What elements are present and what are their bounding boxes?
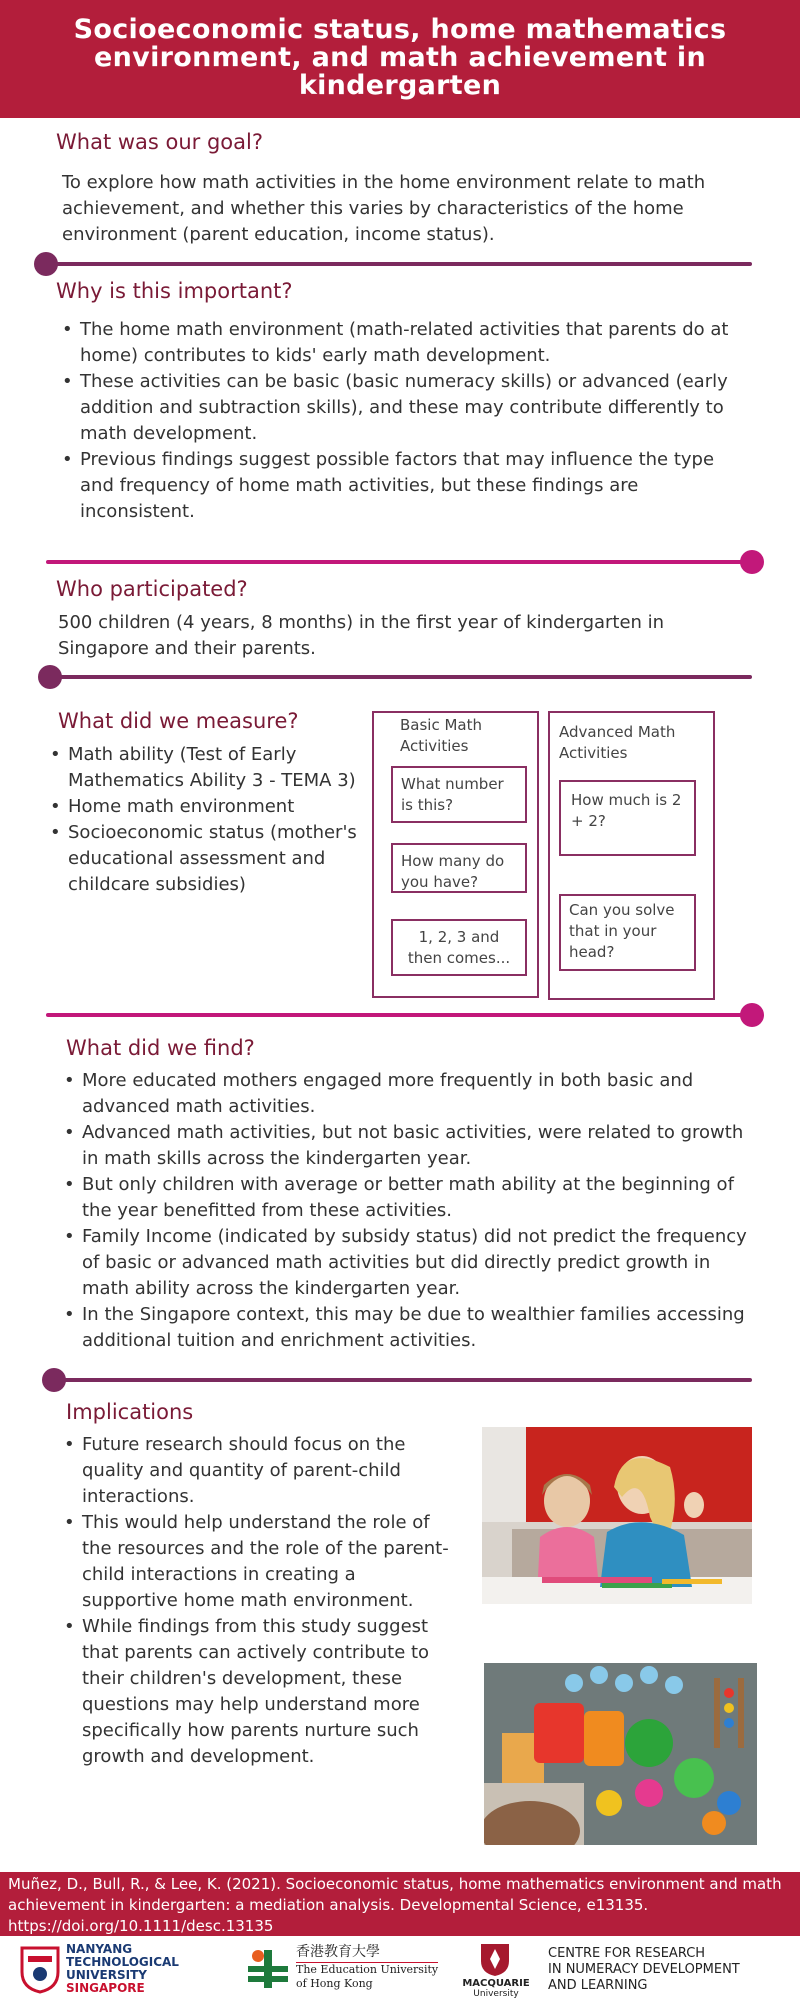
find-heading: What did we find? [66,1036,255,1060]
section-divider [54,1378,752,1382]
list-item: • Socioeconomic status (mother's educational assessment and childcare subsidies) [46,820,364,898]
section-divider [46,1013,752,1017]
basic-question: What number is this? [391,766,527,823]
find-list [60,1068,750,1354]
goal-heading: What was our goal? [56,130,264,154]
advanced-activities-title: Advanced Math Activities [559,723,676,762]
page-title: Socioeconomic status, home mathematics environment, and math achievement in kindergarten [0,0,800,118]
math-toys-photo [484,1663,757,1845]
goal-text: To explore how math activities in the home environment relate to math achievement, and whether this varies by characteristics of the home environment (parent education, income status). [62,172,706,245]
who-text: 500 children (4 years, 8 months) in the first year of kindergarten in Singapore and their parents. [58,612,665,659]
list-item: • Math ability (Test of Early Mathematics Ability 3 - TEMA 3) [46,742,364,794]
macquarie-logo-text: MACQUARIE University [462,1978,530,1999]
list-item: • While findings from this study suggest that parents can actively contribute to their children's development, these questions may help understand more specifically how parents nurture such growth and development. [60,1614,450,1770]
advanced-question: How much is 2 + 2? [559,780,696,856]
citation-band [0,1872,800,1936]
measure-heading: What did we measure? [58,709,299,733]
list-item: • This would help understand the role of the resources and the role of the parent-child interactions in creating a supportive home math environment. [60,1510,450,1614]
list-item: • In the Singapore context, this may be due to wealthier families accessing additional tuition and enrichment activities. [60,1302,750,1354]
macquarie-crest-icon [478,1941,512,1977]
implications-heading: Implications [66,1400,194,1424]
ntu-crest-icon [18,1944,62,1994]
logo-row [0,1936,800,2000]
list-item: • Family Income (indicated by subsidy status) did not predict the frequency of basic or advanced math activities but did directly predict growth in math ability across the kindergarten year. [60,1224,750,1302]
section-divider [46,560,752,564]
citation-text: Muñez, D., Bull, R., & Lee, K. (2021). Socioeconomic status, home mathematics environment and math achievement in kindergarten: a mediation analysis. Developmental Science, e13135. [8,1875,782,1914]
eduhk-logo-icon [246,1946,290,1990]
list-item: • Home math environment [46,794,364,820]
list-item: • Future research should focus on the quality and quantity of parent-child interactions. [60,1432,450,1510]
basic-activities-title: Basic Math Activities [400,716,483,755]
basic-question: How many do you have? [391,843,527,893]
measure-list [46,742,364,898]
doi-link[interactable]: https://doi.org/10.1111/desc.13135 [8,1917,274,1935]
why-heading: Why is this important? [56,279,293,303]
section-divider [46,262,752,266]
list-item: • Previous findings suggest possible factors that may influence the type and frequency of home math activities, but these findings are inconsistent. [58,447,738,525]
list-item: • The home math environment (math-related activities that parents do at home) contributes to kids' early math development. [58,317,738,369]
advanced-question: Can you solve that in your head? [559,894,696,971]
implications-list [60,1432,450,1770]
divider-dot [740,1003,764,1027]
section-divider [50,675,752,679]
ntu-logo-text: NANYANG TECHNOLOGICAL UNIVERSITY SINGAPORE [66,1942,179,1995]
list-item: • Advanced math activities, but not basic activities, were related to growth in math skills across the kindergarten year. [60,1120,750,1172]
centre-logo-text: CENTRE FOR RESEARCH IN NUMERACY DEVELOPMENT AND LEARNING [548,1946,740,1993]
parent-child-photo [482,1427,752,1604]
eduhk-logo-text: 香港教育大學 The Education University of Hong Kong [296,1944,439,1990]
why-list [58,317,738,525]
list-item: • But only children with average or better math ability at the beginning of the year benefitted from these activities. [60,1172,750,1224]
list-item: • More educated mothers engaged more frequently in both basic and advanced math activities. [60,1068,750,1120]
list-item: • These activities can be basic (basic numeracy skills) or advanced (early addition and subtraction skills), and these may contribute differently to math development. [58,369,738,447]
basic-question: 1, 2, 3 and then comes... [391,919,527,976]
divider-dot [740,550,764,574]
who-heading: Who participated? [56,577,248,601]
